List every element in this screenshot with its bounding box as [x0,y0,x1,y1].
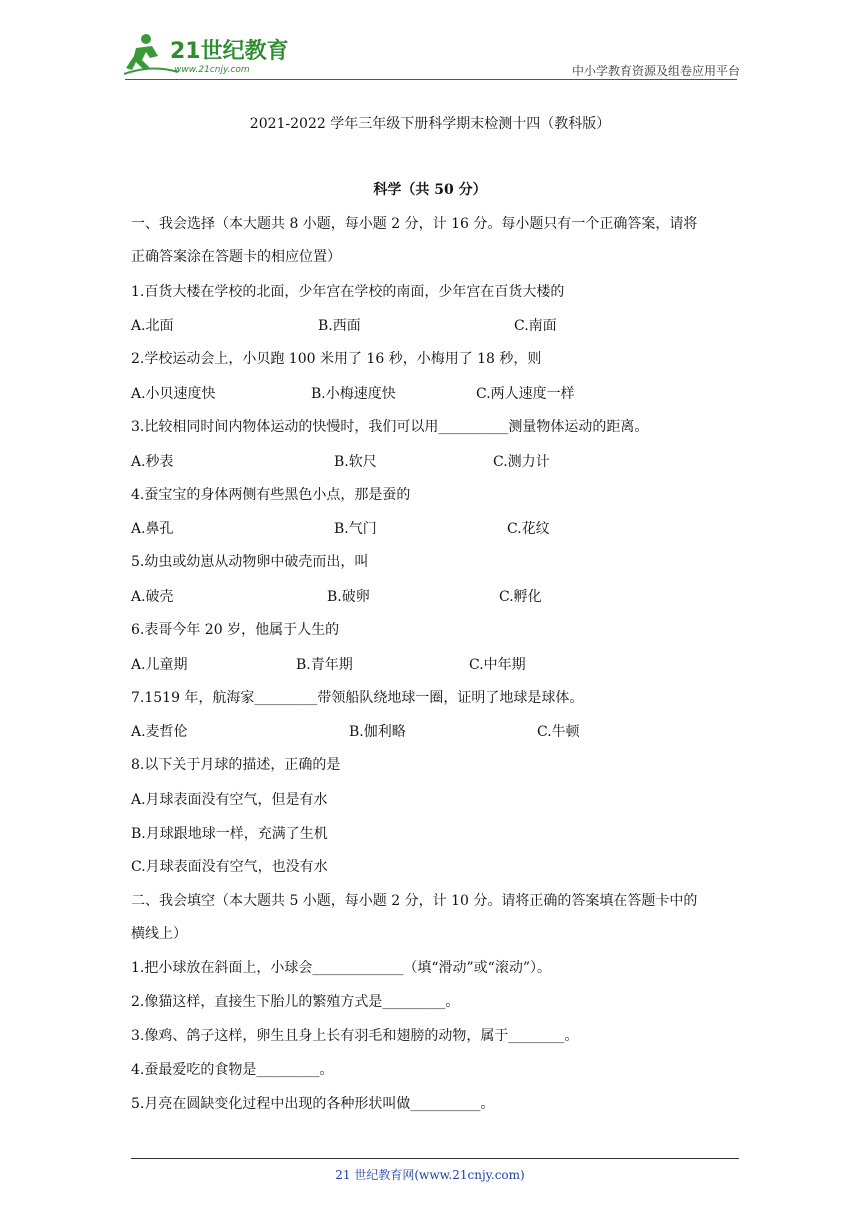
fill-in-question: 5.月亮在圆缺变化过程中出现的各种形状叫做__________。 [131,1096,495,1112]
option-a: A.麦哲伦 [131,724,188,740]
section1-heading-line2: 正确答案涂在答题卡的相应位置） [131,249,341,265]
option-b: B.青年期 [296,657,353,673]
logo-url: www.21cnjy.com [174,65,250,75]
option-b: B.小梅速度快 [311,386,396,402]
footer-divider [131,1158,739,1159]
section2-heading-line2: 横线上） [131,926,187,942]
subject-heading: 科学（共 50 分） [373,182,487,198]
option-b: B.气门 [334,521,377,537]
option-a: A.儿童期 [131,657,188,673]
question-stem: 4.蚕宝宝的身体两侧有些黑色小点，那是蚕的 [131,487,411,503]
option-c: C.南面 [514,318,557,334]
question-stem: 8.以下关于月球的描述，正确的是 [131,757,341,773]
question-stem: 7.1519 年，航海家_________带领船队绕地球一圈，证明了地球是球体。 [131,690,584,706]
option-b: B.伽利略 [349,724,406,740]
question-stem: 5.幼虫或幼崽从动物卵中破壳而出，叫 [131,554,369,570]
option-c: C.月球表面没有空气，也没有水 [131,859,328,875]
document-title: 2021-2022 学年三年级下册科学期末检测十四（教科版） [249,116,611,132]
option-a: A.鼻孔 [131,521,174,537]
page-header [122,30,740,80]
option-b: B.软尺 [334,454,377,470]
option-a: A.小贝速度快 [131,386,216,402]
option-a: A.北面 [131,318,174,334]
option-a: A.月球表面没有空气，但是有水 [131,792,328,808]
fill-in-question: 2.像猫这样，直接生下胎儿的繁殖方式是_________。 [131,994,460,1010]
question-stem: 3.比较相同时间内物体运动的快慢时，我们可以用__________测量物体运动的距离。 [131,419,649,435]
footer-link[interactable]: 21 世纪教育网(www.21cnjy.com) [335,1168,525,1182]
header-divider [125,79,737,80]
option-c: C.中年期 [469,657,526,673]
logo-text: 21世纪教育 [170,39,289,64]
platform-tagline: 中小学教育资源及组卷应用平台 [571,64,740,78]
fill-in-question: 3.像鸡、鸽子这样，卵生且身上长有羽毛和翅膀的动物，属于________。 [131,1028,579,1044]
option-c: C.孵化 [499,589,542,605]
option-c: C.测力计 [493,454,550,470]
option-c: C.牛顿 [537,724,580,740]
question-stem: 2.学校运动会上，小贝跑 100 米用了 16 秒，小梅用了 18 秒，则 [131,351,542,367]
section1-heading-line1: 一、我会选择（本大题共 8 小题，每小题 2 分，计 16 分。每小题只有一个正确答案，请将 [131,216,698,232]
question-stem: 6.表哥今年 20 岁，他属于人生的 [131,622,340,638]
fill-in-question: 1.把小球放在斜面上，小球会_____________（填“滑动”或“滚动”）。 [131,960,551,976]
option-a: A.秒表 [131,454,174,470]
option-b: B.月球跟地球一样，充满了生机 [131,826,328,842]
option-b: B.破卵 [327,589,370,605]
option-a: A.破壳 [131,589,174,605]
option-c: C.两人速度一样 [476,386,575,402]
logo [122,30,292,78]
question-stem: 1.百货大楼在学校的北面，少年宫在学校的南面，少年宫在百货大楼的 [131,284,565,300]
fill-in-question: 4.蚕最爱吃的食物是_________。 [131,1062,334,1078]
option-b: B.西面 [318,318,361,334]
option-c: C.花纹 [507,521,550,537]
section2-heading-line1: 二、我会填空（本大题共 5 小题，每小题 2 分，计 10 分。请将正确的答案填在答题卡中的 [131,893,698,909]
